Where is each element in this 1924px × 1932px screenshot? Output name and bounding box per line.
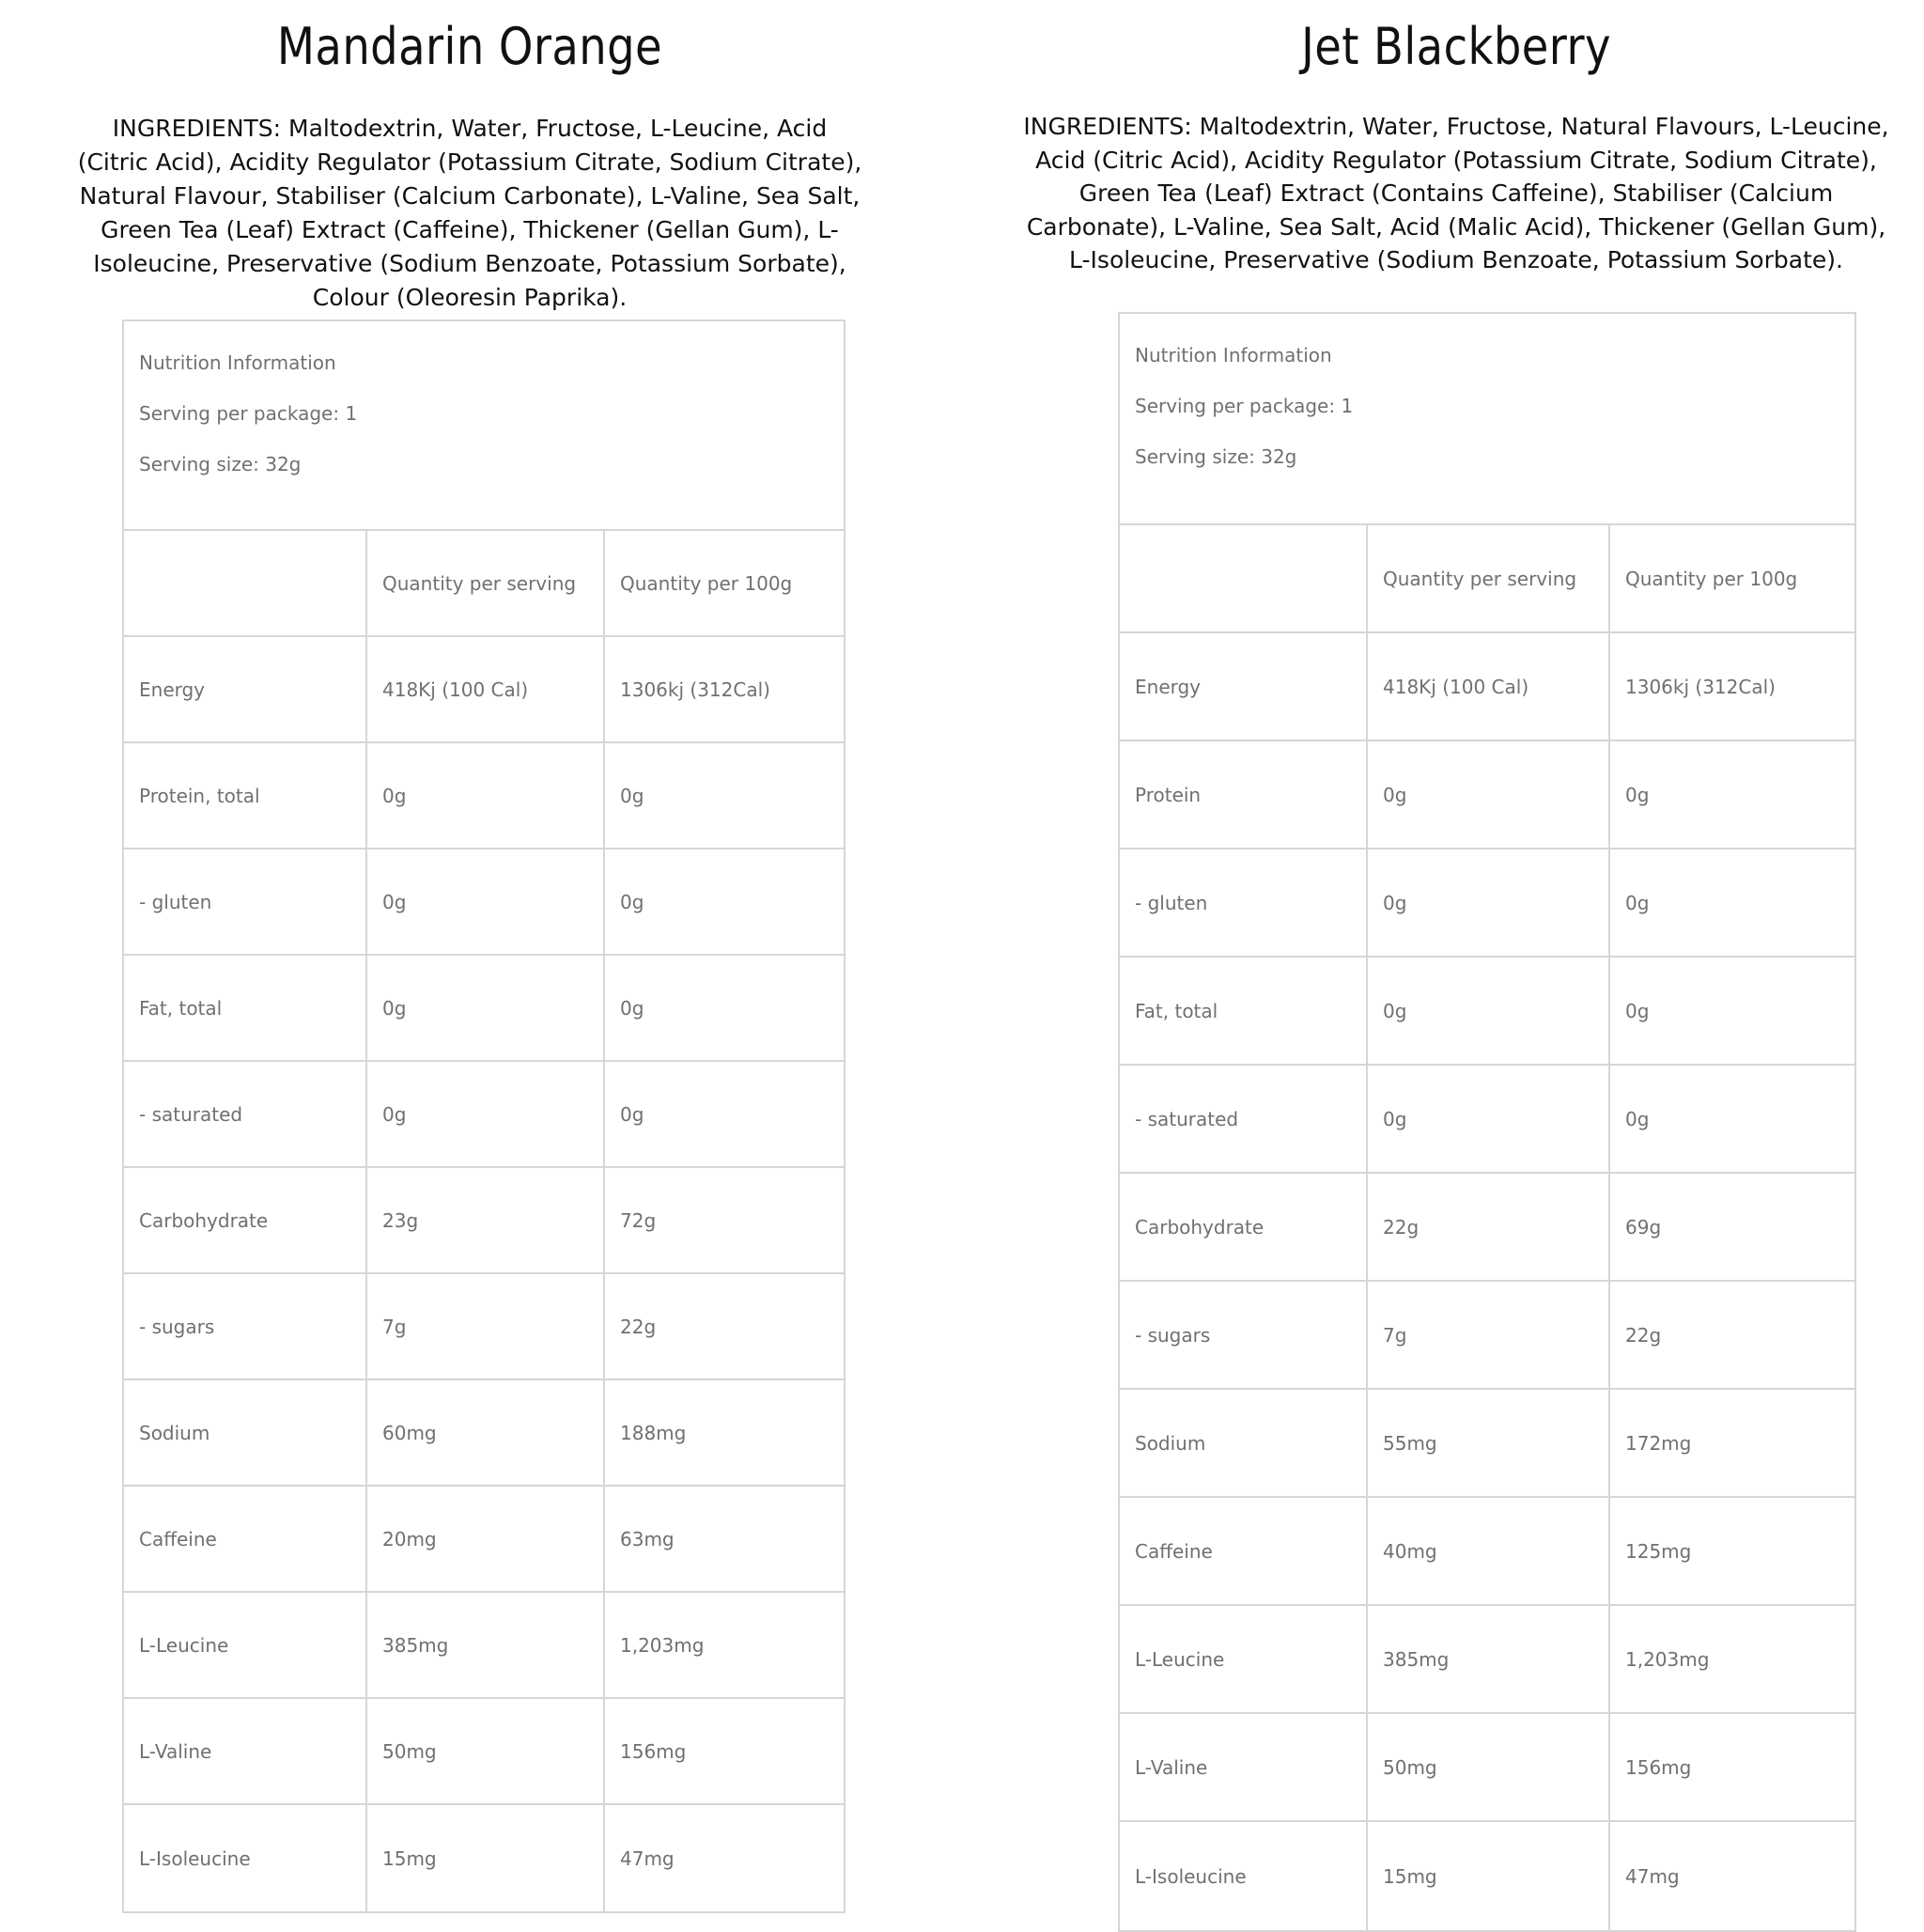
panel-jet-blackberry xyxy=(1015,0,1898,277)
table-row xyxy=(124,1168,844,1274)
table-row xyxy=(1120,1282,1854,1390)
nutrient-name: Energy xyxy=(139,678,206,701)
table-row xyxy=(124,1593,844,1699)
table-row xyxy=(124,1380,844,1487)
product-title: Mandarin Orange xyxy=(276,17,663,76)
qty-per-100g: 63mg xyxy=(603,1487,840,1591)
qty-per-serving: 0g xyxy=(365,743,603,848)
table-row xyxy=(124,637,844,743)
nutrition-body xyxy=(124,531,844,1911)
qty-per-serving: Quantity per serving xyxy=(1366,525,1608,631)
qty-per-100g: 47mg xyxy=(603,1805,840,1911)
qty-per-100g: 47mg xyxy=(1608,1822,1851,1930)
nutrient-name: Sodium xyxy=(139,1421,210,1444)
nutrition-heading: Nutrition Information xyxy=(1135,344,1332,366)
qty-per-serving: 22g xyxy=(1366,1174,1608,1280)
nutrient-name: Fat, total xyxy=(1135,999,1218,1022)
qty-per-100g: Quantity per 100g xyxy=(1608,525,1851,631)
qty-per-serving: 0g xyxy=(1366,958,1608,1064)
nutrition-header xyxy=(124,321,844,531)
table-row xyxy=(124,1699,844,1805)
table-row xyxy=(124,1062,844,1168)
table-row xyxy=(124,1805,844,1911)
nutrition-heading: Nutrition Information xyxy=(139,351,336,374)
column-header-row xyxy=(124,531,844,637)
nutrition-body xyxy=(1120,525,1854,1930)
table-row xyxy=(1120,1174,1854,1282)
qty-per-serving: 50mg xyxy=(365,1699,603,1803)
table-row xyxy=(124,849,844,956)
servings-per-package: Serving per package: 1 xyxy=(139,402,358,425)
qty-per-serving: 418Kj (100 Cal) xyxy=(365,637,603,741)
qty-per-100g: 1,203mg xyxy=(1608,1606,1851,1712)
qty-per-serving: 55mg xyxy=(1366,1390,1608,1496)
table-row xyxy=(1120,1390,1854,1498)
table-row xyxy=(1120,1606,1854,1714)
qty-per-100g: 156mg xyxy=(1608,1714,1851,1820)
table-row xyxy=(1120,849,1854,958)
nutrient-name: L-Valine xyxy=(1135,1755,1208,1779)
qty-per-100g: 0g xyxy=(1608,958,1851,1064)
nutrient-name xyxy=(124,531,365,635)
qty-per-100g: 1,203mg xyxy=(603,1593,840,1697)
nutrient-name: Fat, total xyxy=(139,996,223,1020)
nutrient-name: Caffeine xyxy=(139,1527,217,1550)
table-row xyxy=(1120,958,1854,1066)
ingredients-text: INGREDIENTS: Maltodextrin, Water, Fructose, L-Leucine, Acid (Citric Acid), Acidity Regulator (Potassium Citrate, Sodium Citrate), Natural Flavour, Stabiliser (Calcium Carbonate), L-Valine, Sea Salt, Green Tea (Leaf) Extract (Caffeine), Thickener (Gellan Gum), L-Isoleucine, Preservative (Sodium Benzoate, Potassium Sorbate), Colour (Oleoresin Paprika). xyxy=(77,115,862,311)
nutrient-name: - sugars xyxy=(1135,1323,1211,1347)
qty-per-serving: 15mg xyxy=(1366,1822,1608,1930)
nutrient-name: Sodium xyxy=(1135,1431,1206,1455)
nutrient-name: Carbohydrate xyxy=(139,1208,269,1232)
serving-size: Serving size: 32g xyxy=(1135,445,1297,468)
qty-per-serving: 0g xyxy=(1366,741,1608,848)
table-row xyxy=(124,1274,844,1380)
qty-per-100g: 0g xyxy=(603,956,840,1060)
qty-per-100g: 0g xyxy=(603,849,840,954)
table-row xyxy=(1120,1714,1854,1822)
servings-per-package: Serving per package: 1 xyxy=(1135,395,1354,417)
qty-per-serving: 7g xyxy=(1366,1282,1608,1388)
table-row xyxy=(1120,741,1854,849)
qty-per-serving: Quantity per serving xyxy=(365,531,603,635)
qty-per-100g: 69g xyxy=(1608,1174,1851,1280)
qty-per-serving: 20mg xyxy=(365,1487,603,1591)
panel-mandarin-orange xyxy=(66,0,874,315)
qty-per-serving: 0g xyxy=(365,1062,603,1166)
ingredients-text: INGREDIENTS: Maltodextrin, Water, Fructose, Natural Flavours, L-Leucine, Acid (Citric Acid), Acidity Regulator (Potassium Citrate, Sodium Citrate), Green Tea (Leaf) Extract (Contains Caffeine), Stabiliser (Calcium Carbonate), L-Valine, Sea Salt, Acid (Malic Acid), Thickener (Gellan Gum), L-Isoleucine, Preservative (Sodium Benzoate, Potassium Sorbate). xyxy=(1023,113,1889,273)
qty-per-serving: 385mg xyxy=(1366,1606,1608,1712)
nutrient-name: Caffeine xyxy=(1135,1539,1213,1563)
nutrient-name: - saturated xyxy=(1135,1107,1239,1130)
nutrient-name: L-Isoleucine xyxy=(139,1846,251,1870)
nutrient-name xyxy=(1120,525,1366,631)
qty-per-serving: 385mg xyxy=(365,1593,603,1697)
nutrient-name: - sugars xyxy=(139,1315,215,1338)
nutrition-header xyxy=(1120,314,1854,525)
nutrient-name: L-Leucine xyxy=(1135,1647,1225,1671)
qty-per-100g: 188mg xyxy=(603,1380,840,1485)
qty-per-serving: 50mg xyxy=(1366,1714,1608,1820)
table-row xyxy=(124,956,844,1062)
qty-per-100g: 125mg xyxy=(1608,1498,1851,1604)
nutrient-name: L-Isoleucine xyxy=(1135,1864,1247,1888)
qty-per-serving: 60mg xyxy=(365,1380,603,1485)
nutrient-name: Energy xyxy=(1135,675,1202,698)
qty-per-serving: 0g xyxy=(1366,849,1608,956)
qty-per-100g: Quantity per 100g xyxy=(603,531,840,635)
qty-per-100g: 172mg xyxy=(1608,1390,1851,1496)
qty-per-100g: 0g xyxy=(603,743,840,848)
nutrition-table xyxy=(1118,312,1856,1932)
table-row xyxy=(1120,633,1854,741)
table-row xyxy=(124,1487,844,1593)
qty-per-100g: 1306kj (312Cal) xyxy=(1608,633,1851,740)
nutrient-name: - gluten xyxy=(1135,891,1208,914)
nutrient-name: Carbohydrate xyxy=(1135,1215,1265,1239)
qty-per-100g: 72g xyxy=(603,1168,840,1272)
qty-per-serving: 0g xyxy=(1366,1066,1608,1172)
table-row xyxy=(1120,1822,1854,1930)
qty-per-serving: 418Kj (100 Cal) xyxy=(1366,633,1608,740)
qty-per-100g: 0g xyxy=(1608,849,1851,956)
nutrient-name: L-Valine xyxy=(139,1739,212,1763)
qty-per-100g: 0g xyxy=(1608,1066,1851,1172)
nutrient-name: Protein, total xyxy=(139,784,260,807)
product-title: Jet Blackberry xyxy=(1301,17,1611,76)
qty-per-serving: 7g xyxy=(365,1274,603,1379)
nutrient-name: L-Leucine xyxy=(139,1633,229,1657)
qty-per-100g: 156mg xyxy=(603,1699,840,1803)
qty-per-100g: 0g xyxy=(1608,741,1851,848)
qty-per-serving: 0g xyxy=(365,849,603,954)
nutrient-name: - saturated xyxy=(139,1102,243,1126)
qty-per-100g: 0g xyxy=(603,1062,840,1166)
qty-per-serving: 0g xyxy=(365,956,603,1060)
qty-per-100g: 1306kj (312Cal) xyxy=(603,637,840,741)
column-header-row xyxy=(1120,525,1854,633)
qty-per-serving: 23g xyxy=(365,1168,603,1272)
nutrient-name: Protein xyxy=(1135,783,1202,806)
nutrient-name: - gluten xyxy=(139,890,212,913)
qty-per-serving: 15mg xyxy=(365,1805,603,1911)
table-row xyxy=(124,743,844,849)
qty-per-100g: 22g xyxy=(1608,1282,1851,1388)
qty-per-100g: 22g xyxy=(603,1274,840,1379)
nutrition-table xyxy=(122,319,846,1913)
table-row xyxy=(1120,1066,1854,1174)
serving-size: Serving size: 32g xyxy=(139,453,302,475)
table-row xyxy=(1120,1498,1854,1606)
qty-per-serving: 40mg xyxy=(1366,1498,1608,1604)
